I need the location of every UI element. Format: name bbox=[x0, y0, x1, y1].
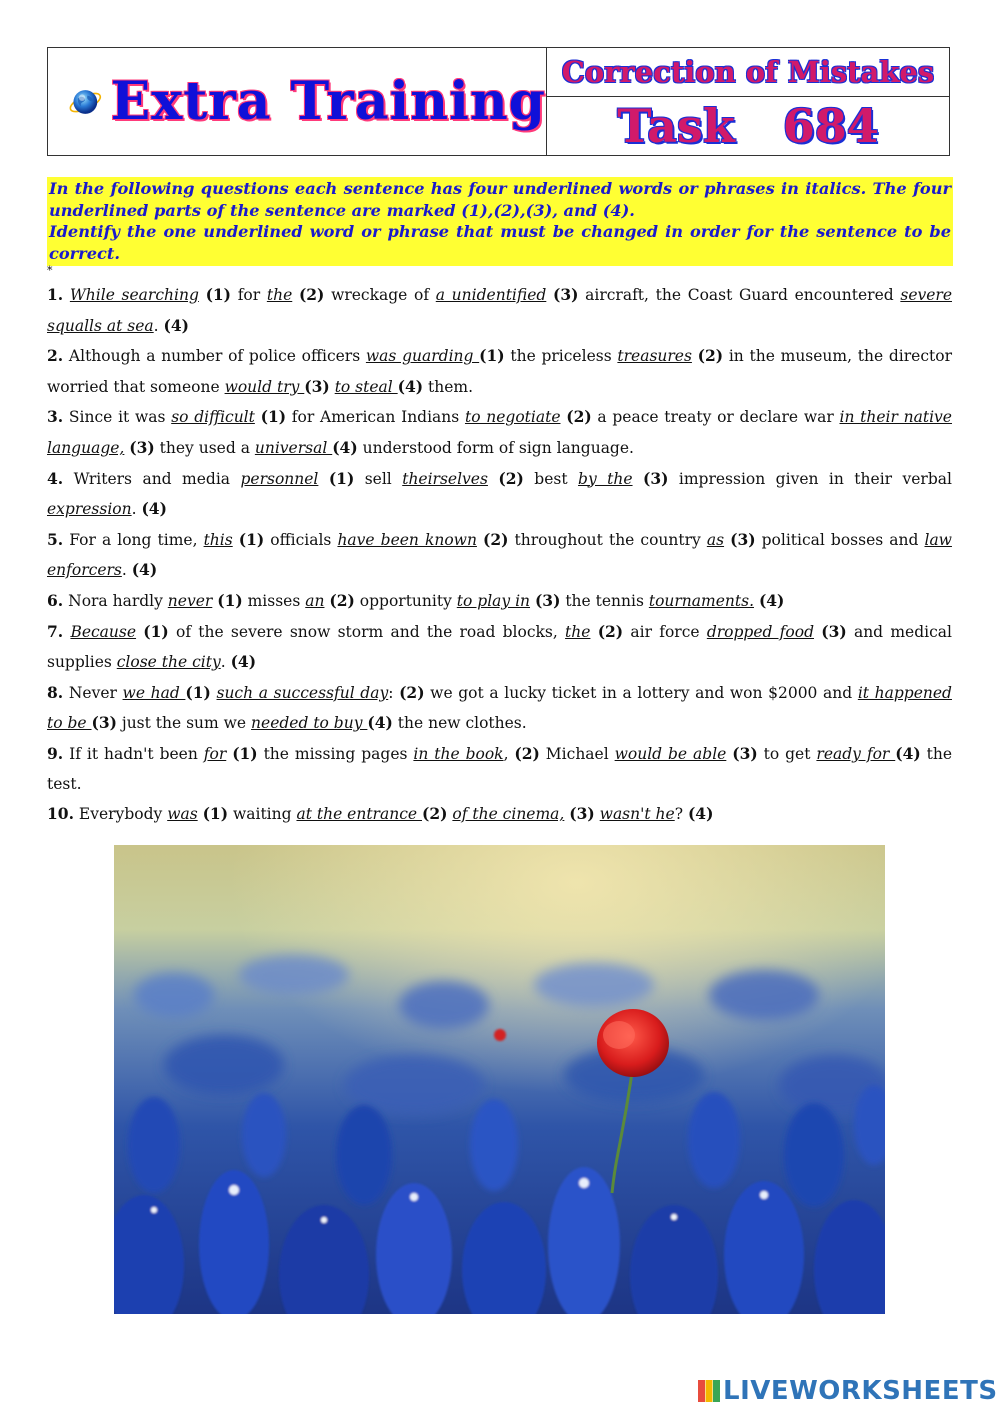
underlined-phrase: so difficult bbox=[171, 408, 255, 427]
option-marker: (4) bbox=[397, 376, 424, 396]
option-marker: (4) bbox=[141, 499, 167, 519]
underlined-phrase: While searching bbox=[69, 286, 199, 304]
underlined-phrase: have been known bbox=[337, 530, 477, 549]
underlined-phrase: severe squalls at sea bbox=[47, 286, 952, 335]
underlined-phrase: personnel bbox=[240, 469, 319, 488]
sentence-text: , bbox=[503, 744, 515, 763]
sentence-text: the tennis bbox=[560, 591, 649, 610]
sentence-text: they used a bbox=[154, 438, 255, 457]
option-marker: (3) bbox=[534, 590, 561, 610]
underlined-phrase: in the book bbox=[413, 744, 504, 763]
sentence-text: officials bbox=[264, 530, 338, 549]
underlined-phrase: would be able bbox=[614, 744, 727, 763]
question-number: 4. bbox=[47, 468, 64, 488]
underlined-phrase: law enforcers bbox=[47, 530, 952, 580]
task-number: 684 bbox=[782, 99, 879, 153]
question-number: 2. bbox=[47, 346, 64, 366]
flower-field-photo bbox=[114, 845, 885, 1314]
sentence-text: throughout the country bbox=[508, 530, 707, 549]
instruction-line-1: In the following questions each sentence has four underlined words or phrases in italics. The four underlined parts of the sentence are marked (1),(2),(3), and (4). bbox=[49, 179, 951, 220]
option-marker: (4) bbox=[687, 804, 714, 824]
brand-title: Extra Training bbox=[110, 71, 546, 132]
header-box bbox=[47, 47, 950, 156]
sentence-text: waiting bbox=[228, 805, 297, 824]
question-number: 6. bbox=[47, 590, 64, 610]
question-item bbox=[47, 525, 952, 586]
sentence-text: wreckage of bbox=[324, 286, 436, 304]
option-marker: (2) bbox=[566, 407, 592, 427]
underlined-phrase: close the city bbox=[116, 653, 221, 672]
sentence-text: of the severe snow storm and the road blocks, bbox=[168, 622, 566, 641]
question-item bbox=[47, 586, 952, 617]
sentence-text: just the sum we bbox=[116, 714, 252, 733]
globe-icon bbox=[68, 71, 103, 133]
instructions-box bbox=[47, 177, 953, 266]
liveworksheets-logo bbox=[698, 1376, 998, 1406]
option-marker: (2) bbox=[421, 804, 448, 824]
sentence-text: and medical supplies bbox=[47, 622, 952, 672]
sentence-text: the missing pages bbox=[257, 744, 414, 763]
option-marker: (3) bbox=[129, 437, 155, 457]
instruction-line-2: Identify the one underlined word or phrase that must be changed in order for the sentence to be correct. bbox=[49, 222, 951, 263]
sentence-text: . bbox=[131, 500, 142, 519]
sentence-text: political bosses and bbox=[755, 530, 925, 549]
sentence-text: misses bbox=[242, 591, 306, 610]
option-marker: (3) bbox=[643, 468, 669, 488]
sentence-text: best bbox=[523, 469, 579, 488]
sentence-text: air force bbox=[623, 622, 707, 641]
option-marker: (1) bbox=[479, 346, 505, 366]
sentence-text: to get bbox=[757, 744, 817, 763]
option-marker: (1) bbox=[328, 468, 355, 488]
sentence-text: for bbox=[231, 286, 267, 304]
sentence-text: sell bbox=[354, 469, 403, 488]
sentence-text: Although a number of police officers bbox=[68, 347, 366, 366]
underlined-phrase: to steal bbox=[334, 377, 398, 396]
underlined-phrase: it happened to be bbox=[47, 683, 952, 733]
sentence-text: . bbox=[220, 653, 231, 672]
question-number: 9. bbox=[47, 743, 64, 763]
option-marker: (2) bbox=[399, 682, 425, 702]
underlined-phrase: tournaments. bbox=[648, 591, 754, 610]
option-marker: (4) bbox=[163, 315, 189, 335]
bluebonnet-poppy-image bbox=[114, 845, 885, 1314]
option-marker: (2) bbox=[329, 590, 355, 610]
sentence-text bbox=[590, 623, 597, 641]
sentence-text: . bbox=[121, 561, 132, 580]
sentence-text bbox=[318, 470, 328, 488]
brand-area bbox=[48, 48, 547, 155]
underlined-phrase: in their native language, bbox=[47, 408, 952, 457]
underlined-phrase: Because bbox=[70, 622, 137, 641]
question-item bbox=[47, 678, 952, 739]
option-marker: (1) bbox=[238, 529, 265, 549]
underlined-phrase: never bbox=[167, 591, 213, 610]
option-marker: (3) bbox=[91, 713, 117, 733]
sentence-text bbox=[488, 470, 498, 488]
underlined-phrase: by the bbox=[578, 469, 633, 488]
underlined-phrase: treasures bbox=[617, 347, 692, 366]
sentence-text: in the museum, the director worried that someone bbox=[47, 347, 952, 396]
underlined-phrase: an bbox=[305, 591, 325, 610]
question-item bbox=[47, 464, 952, 525]
option-marker: (4) bbox=[367, 713, 393, 733]
underlined-phrase: as bbox=[706, 530, 725, 549]
option-marker: (4) bbox=[332, 437, 358, 457]
option-marker: (3) bbox=[553, 285, 579, 304]
sentence-text bbox=[633, 470, 643, 488]
underlined-phrase: a unidentified bbox=[435, 286, 547, 304]
question-item bbox=[47, 402, 952, 463]
underlined-phrase: universal bbox=[254, 438, 333, 457]
option-marker: (2) bbox=[498, 468, 524, 488]
question-item bbox=[47, 341, 952, 402]
question-item bbox=[47, 739, 952, 799]
option-marker: (2) bbox=[597, 621, 624, 641]
sentence-text: . bbox=[153, 316, 164, 335]
underlined-phrase: needed to buy bbox=[251, 714, 368, 733]
sentence-text: aircraft, the Coast Guard encountered bbox=[578, 286, 901, 304]
sentence-text: opportunity bbox=[354, 591, 457, 610]
underlined-phrase: expression bbox=[47, 500, 132, 519]
underlined-phrase: to negotiate bbox=[464, 408, 561, 427]
subject-title: Correction of Mistakes bbox=[547, 48, 949, 97]
underlined-phrase: theirselves bbox=[402, 469, 488, 488]
option-marker: (3) bbox=[569, 804, 595, 824]
sentence-text: Nora hardly bbox=[68, 591, 168, 610]
option-marker: (4) bbox=[131, 560, 158, 580]
option-marker: (1) bbox=[260, 407, 287, 427]
option-marker: (1) bbox=[205, 285, 232, 304]
underlined-phrase: would try bbox=[224, 377, 305, 396]
option-marker: (3) bbox=[821, 621, 847, 641]
underlined-phrase: of the cinema, bbox=[452, 805, 565, 824]
option-marker: (4) bbox=[895, 743, 921, 763]
underlined-phrase: for bbox=[203, 744, 227, 763]
question-number: 1. bbox=[47, 285, 64, 304]
underlined-phrase: at the entrance bbox=[296, 805, 422, 824]
underlined-phrase: the bbox=[565, 622, 591, 641]
option-marker: (1) bbox=[143, 621, 169, 641]
underlined-phrase: dropped food bbox=[706, 622, 814, 641]
sentence-text: the new clothes. bbox=[392, 714, 527, 733]
question-item bbox=[47, 617, 952, 678]
option-marker: (2) bbox=[298, 285, 325, 304]
option-marker: (1) bbox=[232, 743, 258, 763]
option-marker: (4) bbox=[758, 590, 785, 610]
underlined-phrase: ready for bbox=[816, 744, 896, 763]
sentence-text: For a long time, bbox=[69, 530, 204, 549]
sentence-text: Since it was bbox=[68, 408, 172, 427]
questions-list bbox=[47, 280, 952, 830]
task-label: Task bbox=[617, 99, 735, 153]
option-marker: (2) bbox=[483, 529, 509, 549]
sentence-text: : bbox=[388, 683, 400, 702]
option-marker: (2) bbox=[514, 743, 540, 763]
sentence-text: Never bbox=[68, 683, 123, 702]
sentence-text: for American Indians bbox=[286, 408, 465, 427]
question-number: 8. bbox=[47, 682, 64, 702]
option-marker: (3) bbox=[732, 743, 758, 763]
option-marker: (1) bbox=[217, 590, 243, 610]
sentence-text: ? bbox=[674, 805, 688, 824]
sentence-text: Everybody bbox=[78, 805, 168, 824]
question-number: 3. bbox=[47, 407, 64, 427]
underlined-phrase: was guarding bbox=[365, 347, 480, 366]
sentence-text: we got a lucky ticket in a lottery and won $2000 and bbox=[424, 683, 858, 702]
sentence-text: understood form of sign language. bbox=[357, 438, 634, 457]
question-item bbox=[47, 280, 952, 341]
option-marker: (1) bbox=[185, 682, 211, 702]
sentence-text: Writers and media bbox=[73, 469, 241, 488]
underlined-phrase: this bbox=[203, 530, 233, 549]
underlined-phrase: the bbox=[266, 286, 293, 304]
task-row bbox=[547, 97, 949, 155]
option-marker: (1) bbox=[202, 804, 229, 824]
underlined-phrase: was bbox=[167, 805, 198, 824]
asterisk-mark: * bbox=[47, 264, 53, 277]
sentence-text: the test. bbox=[47, 744, 953, 793]
liveworksheets-wordmark: LIVEWORKSHEETS bbox=[723, 1376, 998, 1406]
sentence-text: If it hadn't been bbox=[69, 744, 204, 763]
question-number: 10. bbox=[47, 804, 74, 824]
sentence-text: them. bbox=[423, 377, 474, 396]
underlined-phrase: such a successful day bbox=[216, 683, 389, 702]
option-marker: (3) bbox=[730, 529, 756, 549]
sentence-text: Michael bbox=[539, 744, 615, 763]
sentence-text bbox=[292, 286, 299, 304]
underlined-phrase: to play in bbox=[456, 591, 531, 610]
option-marker: (3) bbox=[304, 376, 330, 396]
liveworksheets-logo-icon bbox=[698, 1380, 720, 1402]
option-marker: (4) bbox=[230, 652, 257, 672]
question-item bbox=[47, 799, 952, 830]
option-marker: (2) bbox=[697, 346, 724, 366]
sentence-text: the priceless bbox=[504, 347, 618, 366]
sentence-text bbox=[546, 286, 553, 304]
underlined-phrase: wasn't he bbox=[599, 805, 675, 824]
sentence-text bbox=[199, 286, 206, 304]
underlined-phrase: we had bbox=[122, 683, 186, 702]
sentence-text: impression given in their verbal bbox=[668, 469, 952, 488]
task-area bbox=[547, 48, 949, 155]
question-number: 5. bbox=[47, 529, 64, 549]
question-number: 7. bbox=[47, 621, 64, 641]
sentence-text: a peace treaty or declare war bbox=[591, 408, 840, 427]
